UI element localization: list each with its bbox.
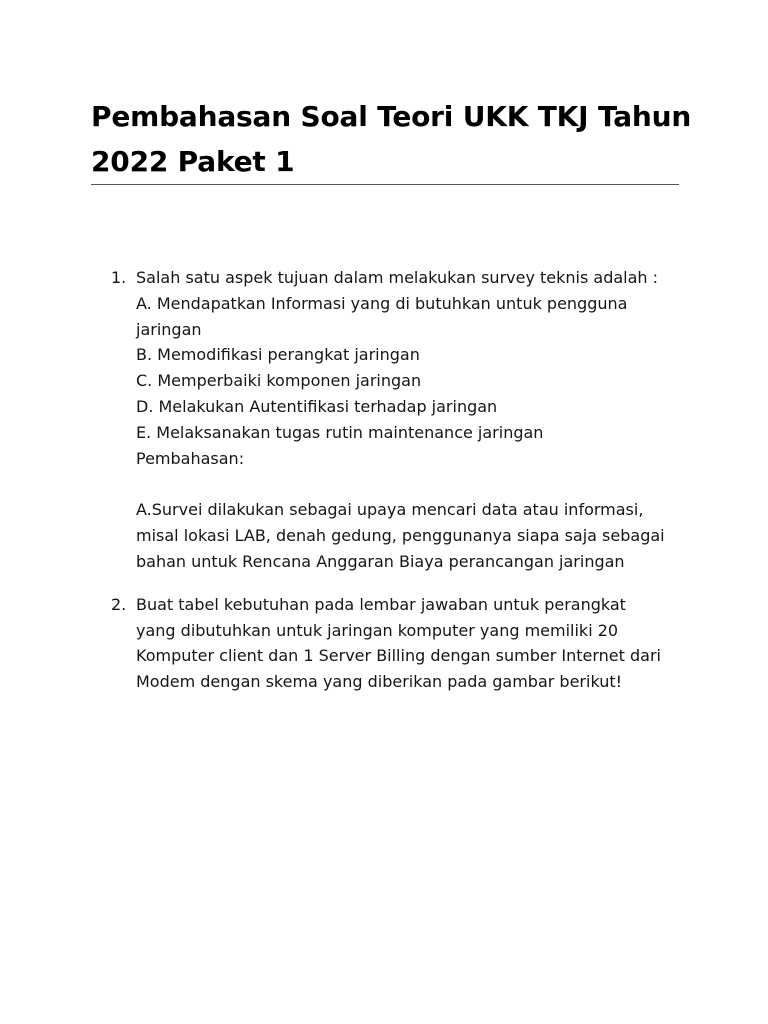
question-number: 2. [111, 594, 127, 614]
question-item-2 [111, 592, 691, 695]
question-line-2: yang dibutuhkan untuk jaringan komputer yang memiliki 20 [136, 620, 619, 640]
discussion-line-3: bahan untuk Rencana Anggaran Biaya perancangan jaringan [136, 551, 625, 571]
title-line-1: Pembahasan Soal Teori UKK TKJ Tahun [91, 100, 692, 133]
answer-option-e: E. Melaksanakan tugas rutin maintenance jaringan [136, 422, 544, 442]
discussion-line-1: A.Survei dilakukan sebagai upaya mencari data atau informasi, [136, 500, 644, 520]
question-number: 1. [111, 268, 127, 287]
answer-option-c: C. Memperbaiki komponen jaringan [136, 371, 422, 391]
title-divider [91, 184, 679, 185]
question-line-1: Buat tabel kebutuhan pada lembar jawaban untuk perangkat [136, 594, 626, 614]
question-list [111, 265, 691, 695]
discussion-line-2: misal lokasi LAB, denah gedung, penggunanya siapa saja sebagai [136, 526, 665, 546]
question-item-1 [111, 265, 691, 575]
title-line-2: 2022 Paket 1 [91, 145, 295, 178]
discussion-label: Pembahasan: [136, 448, 245, 468]
question-line-3: Komputer client dan 1 Server Billing dengan sumber Internet dari [136, 646, 661, 666]
answer-option-d: D. Melakukan Autentifikasi terhadap jaringan [136, 396, 498, 416]
paragraph-spacer [136, 471, 691, 497]
answer-option-b: B. Memodifikasi perangkat jaringan [136, 345, 420, 365]
question-prompt: Salah satu aspek tujuan dalam melakukan survey teknis adalah : [136, 268, 659, 287]
answer-option-a-continuation: jaringan [136, 319, 202, 339]
answer-option-a: A. Mendapatkan Informasi yang di butuhkan untuk pengguna [136, 293, 628, 313]
question-line-4: Modem dengan skema yang diberikan pada gambar berikut! [136, 672, 623, 692]
page-title [91, 94, 691, 184]
